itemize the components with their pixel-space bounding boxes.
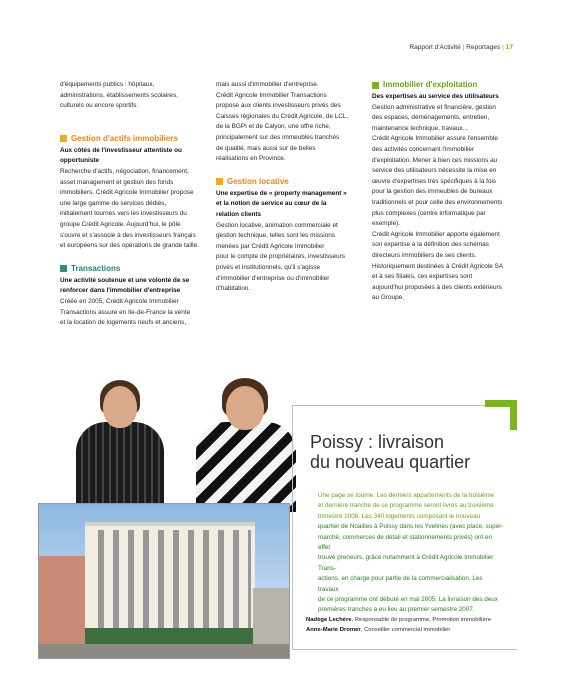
text-line: Recherche d'actifs, négociation, financement, [60,167,189,175]
heading-text: Gestion locative [227,176,289,186]
text-line: au Groupe. [372,294,404,302]
person-left [70,376,170,512]
text-line: trimestre 2008. Les 340 logements composant le nouveau [318,512,481,520]
text-line: gestion technique, telles sont les missions [216,232,336,240]
story-body [318,491,504,616]
page-header [409,44,513,51]
text-line: Une page se tourne. Les derniers appartements de la troisième [318,492,495,499]
building-photo [38,503,290,659]
header-section: Rapport d'Activité [409,44,461,51]
text-line: exemple). [372,220,401,228]
text-line: des activités concernant l'immobilier [372,145,475,153]
credit-name: Anne-Marie Dromer [306,627,361,633]
bullet-square-icon [60,135,67,142]
text-line: traditionnels et pour celle des environnements [372,198,503,206]
text-line: de qualité, mais aussi sur de belles [216,144,316,152]
text-line: Aux côtés de l'investisseur attentiste ou [60,146,182,154]
section-lead [216,189,368,221]
portrait-photo [40,376,300,512]
text-line: directeurs immobiliers de ses clients. [372,251,477,259]
text-line: service des utilisateurs nécessite la mise en [372,167,497,175]
text-line: Créée en 2005, Crédit Agricole Immobilier [60,297,179,305]
credit-role: , Responsable de programme, Promotion immobilière [351,617,491,623]
section-body [216,221,368,295]
text-line: Crédit Agricole Immobilier apporte également [372,230,500,238]
header-separator: | [502,44,506,51]
text-line: culturels ou encore sportifs. [60,102,139,110]
text-line: premières tranches a eu lieu au premier semestre 2007. [318,606,475,614]
text-line: actions, en charge pour partie de la commercialisation. Les travaux [318,575,483,593]
credit-name: Nadège Lechère [306,617,352,623]
text-line: Historiquement destinées à Crédit Agricole SA [372,262,504,270]
text-line: son expertise à la définition des schémas [372,241,489,249]
story-title [310,432,470,472]
credit-role: , Conseiller commercial immobilier [360,627,451,633]
text-line: et dernière tranche de ce programme seront livrés au troisième [318,502,494,510]
section-heading-transactions [60,264,212,274]
text-line: plus complexes (centre informatique par [372,209,486,217]
column-1 [60,80,212,329]
text-line: menées par Crédit Agricole Immobilier [216,242,325,250]
text-line: réalisations en Province. [216,155,286,163]
text-line: Gestion administrative et financière, gestion [372,103,496,111]
photo-credits [306,615,506,635]
text-line: opportuniste [60,157,100,165]
text-line: aujourd'hui proposées à des clients extérieurs [372,283,502,291]
credit-line [306,625,506,635]
street [39,644,289,658]
text-line: pour le compte de propriétaires, investisseurs [216,253,345,261]
text-line: pour la gestion des immeubles de bureaux [372,188,493,196]
column-3 [372,80,514,304]
text-line: œuvre d'expertises très spécifiques à la fois [372,177,497,185]
text-line: des espaces, déménagements, entretien, [372,114,490,122]
section-heading-rental [216,177,368,187]
header-separator: | [462,44,467,51]
text-line: et la location de logements neufs et anciens, [60,319,187,327]
text-line: mais aussi d'immobilier d'entreprise. [216,81,319,88]
text-line: de ce programme ont débuté en mai 2005. La livraison des deux [318,596,498,604]
col1-intro [60,80,212,112]
building-right [253,588,289,648]
text-line: marché, commerces de détail et stationnements privés) ont en effet [318,533,492,552]
text-line: s'ouvre et s'associe à des investisseurs français [60,231,196,239]
text-line: une large gamme de services dédiés, [60,199,167,207]
text-line: et européens sur des opérations de grande taille. [60,242,199,250]
section-body [60,167,212,252]
text-line: d'équipements publics : hôpitaux, [60,81,155,88]
page-number: 17 [505,44,513,51]
text-line: relation clients [216,210,262,218]
green-corner-bracket [485,400,517,430]
section-lead [60,146,212,167]
header-category: Reportages [466,44,501,51]
section-lead [60,276,212,297]
text-line: renforcer dans l'immobilier d'entreprise [60,287,181,295]
section-body [372,103,514,304]
text-line: immobiliers, Crédit Agricole Immobilier propose [60,189,194,197]
text-line: Une activité soutenue et une volonté de se [60,276,190,284]
heading-text: Transactions [71,263,121,273]
text-line: d'immobilier d'entreprise ou d'immobilier [216,274,330,282]
text-line: trouvé preneurs, grâce notamment à Crédit Agricole Immobilier Trans- [318,554,494,572]
text-line: initialement tournés vers les investisseurs du [60,210,187,218]
bullet-square-icon [216,178,223,185]
text-line: Des expertises au service des utilisateurs [372,93,499,100]
text-line: privés et institutionnels, qu'il s'agisse [216,263,321,271]
section-lead [372,92,514,103]
text-line: principalement sur des immeubles tranchés [216,133,340,141]
text-line: d'exploitation. Mener à bien ces missions au [372,156,498,164]
text-line: administrations, établissements scolaires, [60,91,178,99]
text-line: quartier de Noailles à Poissy dans les Yvelines (avec place, super- [318,523,504,531]
person-right [190,376,300,512]
bullet-square-icon [372,82,379,89]
section-heading-operations [372,80,514,90]
text-line: maintenance technique, travaux... [372,124,468,132]
bullet-square-icon [60,265,67,272]
text-line: asset management et gestion des fonds [60,178,174,186]
building-windows [89,530,251,630]
section-body [60,297,212,329]
credit-line [306,615,506,625]
text-line: Transactions assure en Ile-de-France la vente [60,308,191,316]
text-line: et la notion de service au cœur de la [216,200,327,208]
text-line: groupe Crédit Agricole. Aujourd'hui, le pôle [60,220,181,228]
text-line: Crédit Agricole Immobilier assure l'ensemble [372,135,498,143]
text-line: Crédit Agricole Immobilier Transactions [216,91,327,99]
heading-text: Immobilier d'exploitation [383,80,478,89]
text-line: Caisses régionales du Crédit Agricole, de LCL, [216,112,349,120]
text-line: propose aux clients investisseurs privés des [216,102,341,110]
text-line: Une expertise de « property management » [216,189,347,197]
text-line: d'habitation. [216,285,251,293]
text-line: et à ses filiales, ces expertises sont [372,273,473,281]
text-line: de la BGPI et de Calyon, une offre riche, [216,123,331,131]
building-left [39,556,91,652]
heading-text: Gestion d'actifs immobiliers [71,133,178,143]
col2-intro [216,80,368,165]
text-line: Gestion locative, animation commerciale et [216,221,338,229]
title-line: Poissy : livraison [310,432,445,452]
column-2 [216,80,368,295]
section-heading-asset [60,134,212,144]
title-line: du nouveau quartier [310,452,471,472]
